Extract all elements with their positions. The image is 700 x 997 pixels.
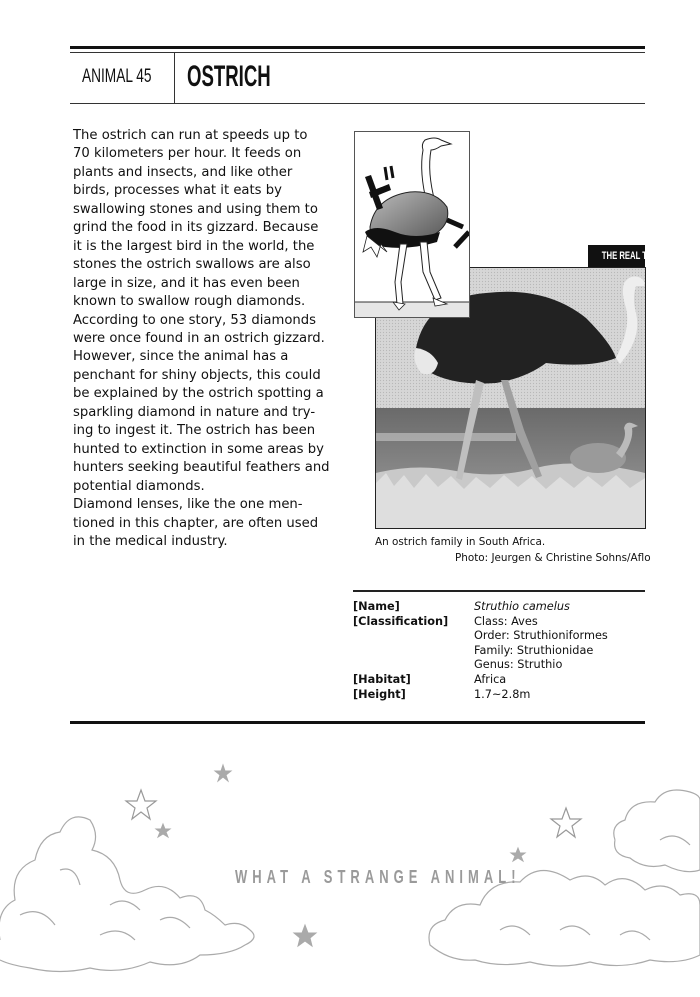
- footer-slogan: WHAT A STRANGE ANIMAL!: [235, 867, 521, 887]
- body-line: grind the food in its gizzard. Because: [73, 220, 319, 236]
- animal-number: ANIMAL 45: [82, 66, 152, 87]
- body-line: According to one story, 53 diamonds: [73, 312, 316, 328]
- classification-genus: Genus: Struthio: [474, 658, 563, 672]
- illus-leg-right: [420, 242, 441, 300]
- classification-family: Family: Struthionidae: [474, 643, 594, 657]
- real-thing-label: THE REAL THING: [588, 245, 645, 267]
- body-line: be explained by the ostrich spotting a: [73, 386, 324, 402]
- body-line: potential diamonds.: [73, 478, 205, 494]
- star-outline-icon: [551, 808, 581, 837]
- body-line: stones the ostrich swallows are also: [73, 257, 311, 273]
- body-line: hunters seeking beautiful feathers and: [73, 460, 330, 476]
- body-line: birds, processes what it eats by: [73, 183, 282, 199]
- info-row-height: [353, 688, 645, 703]
- body-line: known to swallow rough diamonds.: [73, 294, 306, 310]
- info-row-classification: [353, 615, 645, 673]
- chick-body: [570, 443, 626, 473]
- classification-label: [Classification]: [353, 614, 449, 628]
- illus-leg-left: [395, 244, 407, 304]
- star-icon: [511, 848, 525, 861]
- star-icon: [215, 765, 231, 781]
- classification-order: Order: Struthioniformes: [474, 629, 608, 643]
- body-line: large in size, and it has even been: [73, 275, 300, 291]
- header-top-thin-rule: [70, 52, 645, 53]
- habitat-label: [Habitat]: [353, 672, 411, 686]
- body-line: ing to ingest it. The ostrich has been: [73, 423, 316, 439]
- star-icon: [156, 824, 170, 837]
- bottom-rule: [70, 721, 645, 724]
- body-line: hunted to extinction in some areas by: [73, 441, 324, 457]
- name-label: [Name]: [353, 600, 400, 613]
- header-top-rule: [70, 46, 645, 49]
- name-value: Struthio camelus: [474, 600, 570, 613]
- star-outline-icon: [126, 790, 156, 819]
- header-bottom-rule: [70, 103, 645, 104]
- body-text: [73, 127, 363, 551]
- cloud-right-upper: [614, 790, 700, 872]
- height-label: [Height]: [353, 687, 406, 701]
- body-line: The ostrich can run at speeds up to: [73, 128, 308, 143]
- cloud-left: [0, 817, 254, 972]
- header-divider: [174, 53, 175, 103]
- body-line: swallowing stones and using them to: [73, 201, 318, 217]
- body-line: sparkling diamond in nature and try-: [73, 404, 316, 420]
- info-row-habitat: [353, 673, 645, 688]
- star-icon: [294, 925, 316, 946]
- body-line: it is the largest bird in the world, the: [73, 238, 315, 254]
- body-line: Diamond lenses, like the one men-: [73, 497, 303, 513]
- body-line: penchant for shiny objects, this could: [73, 367, 321, 383]
- ostrich-illustration-image: [355, 132, 469, 317]
- body-line: tioned in this chapter, are often used: [73, 515, 319, 531]
- body-line: were once found in an ostrich gizzard.: [73, 330, 325, 346]
- info-top-rule: [353, 590, 645, 592]
- body-line: However, since the animal has a: [73, 349, 289, 365]
- body-line: plants and insects, and like other: [73, 164, 293, 180]
- ground: [355, 302, 469, 317]
- classification-class: Class: Aves: [474, 614, 538, 628]
- info-table: [353, 600, 645, 702]
- photo-credit: Photo: Jeurgen & Christine Sohns/Aflo: [455, 552, 651, 564]
- body-line: in the medical industry.: [73, 533, 228, 549]
- ostrich-illustration: [354, 131, 470, 318]
- habitat-value: Africa: [474, 672, 507, 686]
- body-line: 70 kilometers per hour. It feeds on: [73, 146, 302, 162]
- height-value: 1.7~2.8m: [474, 687, 531, 701]
- photo-caption: An ostrich family in South Africa.: [375, 536, 546, 548]
- info-row-name: [353, 600, 645, 615]
- page-title: OSTRICH: [187, 60, 271, 93]
